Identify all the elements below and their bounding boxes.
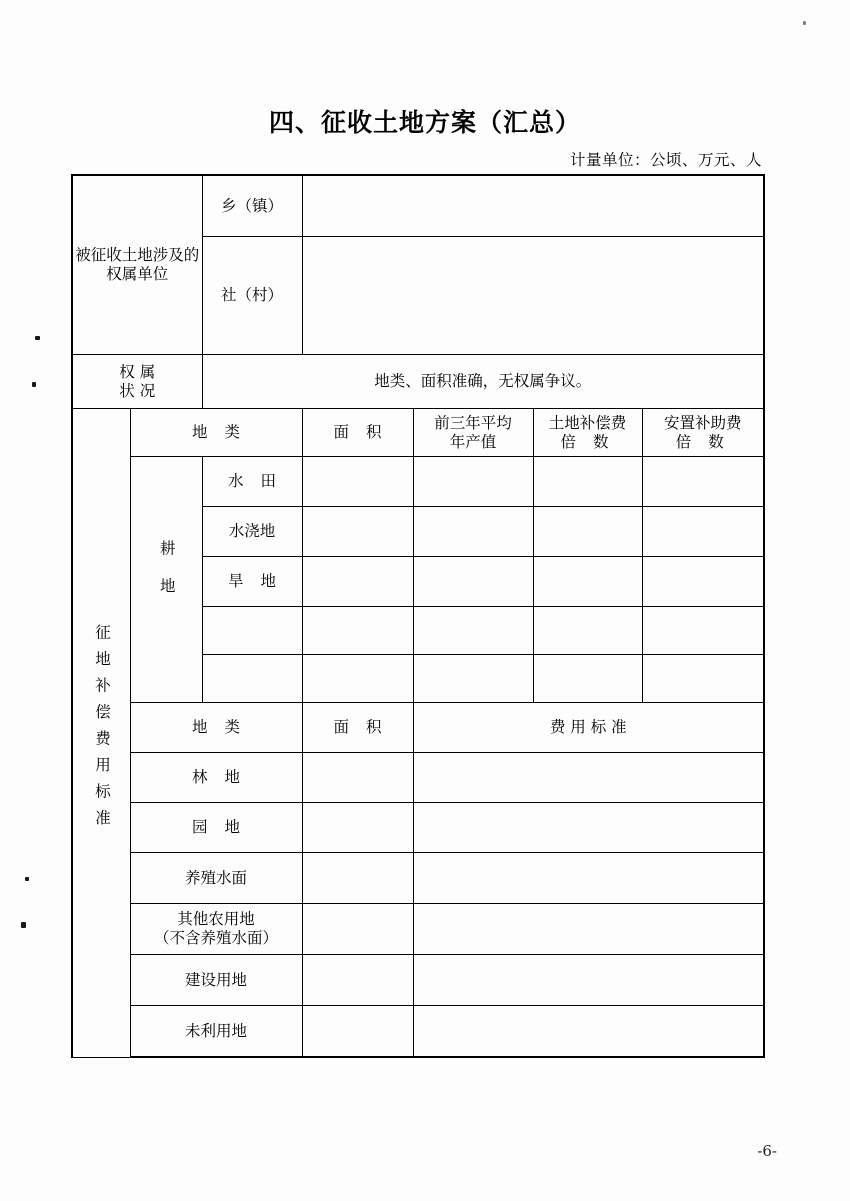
village-value[interactable]	[302, 237, 764, 355]
header-avg-output: 前三年平均 年产值	[413, 409, 533, 457]
land-comp-multiple-cell[interactable]	[533, 607, 642, 655]
land-acquisition-form-table	[71, 174, 763, 1058]
area-cell[interactable]	[302, 557, 413, 607]
table-row-other-agricultural-land	[72, 904, 764, 955]
page-number: -6-	[757, 1142, 777, 1160]
resettlement-multiple-cell[interactable]	[642, 557, 764, 607]
table-header-row-b	[72, 703, 764, 753]
table-row-forest-land	[72, 753, 764, 803]
land-type-cell	[130, 904, 302, 955]
land-type-cell: 养殖水面	[130, 853, 302, 904]
land-type-line2: （不含养殖水面）	[154, 929, 279, 947]
area-cell[interactable]	[302, 955, 413, 1006]
header-land-type-a: 地 类	[130, 409, 302, 457]
table-row-unused-land	[72, 1006, 764, 1058]
compensation-vertical-label: 征地补偿费用标准	[72, 409, 130, 1058]
avg-output-cell[interactable]	[413, 557, 533, 607]
header-fee-standard: 费 用 标 准	[413, 703, 764, 753]
avg-output-cell[interactable]	[413, 457, 533, 507]
land-type-cell: 林 地	[130, 753, 302, 803]
land-type-cell[interactable]	[202, 655, 302, 703]
resettlement-multiple-cell[interactable]	[642, 457, 764, 507]
avg-output-cell[interactable]	[413, 507, 533, 557]
area-cell[interactable]	[302, 457, 413, 507]
village-label: 社（村）	[202, 237, 302, 355]
land-comp-multiple-cell[interactable]	[533, 655, 642, 703]
fee-standard-cell[interactable]	[413, 1006, 764, 1058]
header-land-comp-multiple: 土地补偿费 倍 数	[533, 409, 642, 457]
scan-speck	[803, 21, 806, 25]
measurement-unit-note: 计量单位：公顷、万元、人	[569, 151, 762, 169]
avg-output-cell[interactable]	[413, 607, 533, 655]
area-cell[interactable]	[302, 607, 413, 655]
land-type-cell: 水浇地	[202, 507, 302, 557]
scan-speck	[35, 336, 40, 340]
fee-standard-cell[interactable]	[413, 803, 764, 853]
land-type-cell: 建设用地	[130, 955, 302, 1006]
table-row-aquaculture-water	[72, 853, 764, 904]
header-area-a: 面 积	[302, 409, 413, 457]
land-comp-multiple-cell[interactable]	[533, 507, 642, 557]
resettlement-multiple-cell[interactable]	[642, 507, 764, 557]
area-cell[interactable]	[302, 1006, 413, 1058]
table-row-ownership-status	[72, 355, 764, 409]
header-area-b: 面 积	[302, 703, 413, 753]
cultivated-land-group-label: 耕地	[130, 457, 202, 703]
ownership-status-label-line2: 状 况	[119, 381, 156, 400]
owner-units-label: 被征收土地涉及的权属单位	[72, 175, 202, 355]
land-comp-multiple-cell[interactable]	[533, 557, 642, 607]
table-header-row-a	[72, 409, 764, 457]
area-cell[interactable]	[302, 753, 413, 803]
fee-standard-cell[interactable]	[413, 753, 764, 803]
table-row-garden-land	[72, 803, 764, 853]
scan-speck	[25, 877, 29, 881]
area-cell[interactable]	[302, 507, 413, 557]
ownership-status-label	[72, 355, 202, 409]
township-value[interactable]	[302, 175, 764, 237]
land-type-cell[interactable]	[202, 607, 302, 655]
resettlement-multiple-cell[interactable]	[642, 655, 764, 703]
area-cell[interactable]	[302, 904, 413, 955]
header-resettlement-multiple: 安置补助费 倍 数	[642, 409, 764, 457]
area-cell[interactable]	[302, 655, 413, 703]
land-type-cell: 水 田	[202, 457, 302, 507]
table-row-township	[72, 175, 764, 237]
page-title: 四、征收土地方案（汇总）	[268, 108, 581, 137]
land-type-cell: 旱 地	[202, 557, 302, 607]
fee-standard-cell[interactable]	[413, 955, 764, 1006]
land-comp-multiple-cell[interactable]	[533, 457, 642, 507]
ownership-status-value[interactable]: 地类、面积准确，无权属争议。	[202, 355, 764, 409]
resettlement-multiple-cell[interactable]	[642, 607, 764, 655]
avg-output-cell[interactable]	[413, 655, 533, 703]
ownership-status-label-line1: 权 属	[119, 362, 156, 381]
area-cell[interactable]	[302, 853, 413, 904]
table-row-paddy-field	[72, 457, 764, 507]
header-land-type-b: 地 类	[130, 703, 302, 753]
fee-standard-cell[interactable]	[413, 853, 764, 904]
land-type-cell: 园 地	[130, 803, 302, 853]
fee-standard-cell[interactable]	[413, 904, 764, 955]
township-label: 乡（镇）	[202, 175, 302, 237]
land-type-line1: 其他农用地	[177, 910, 255, 929]
area-cell[interactable]	[302, 803, 413, 853]
land-type-cell: 未利用地	[130, 1006, 302, 1058]
table-row-construction-land	[72, 955, 764, 1006]
scan-speck	[21, 922, 26, 928]
scan-speck	[32, 382, 36, 387]
